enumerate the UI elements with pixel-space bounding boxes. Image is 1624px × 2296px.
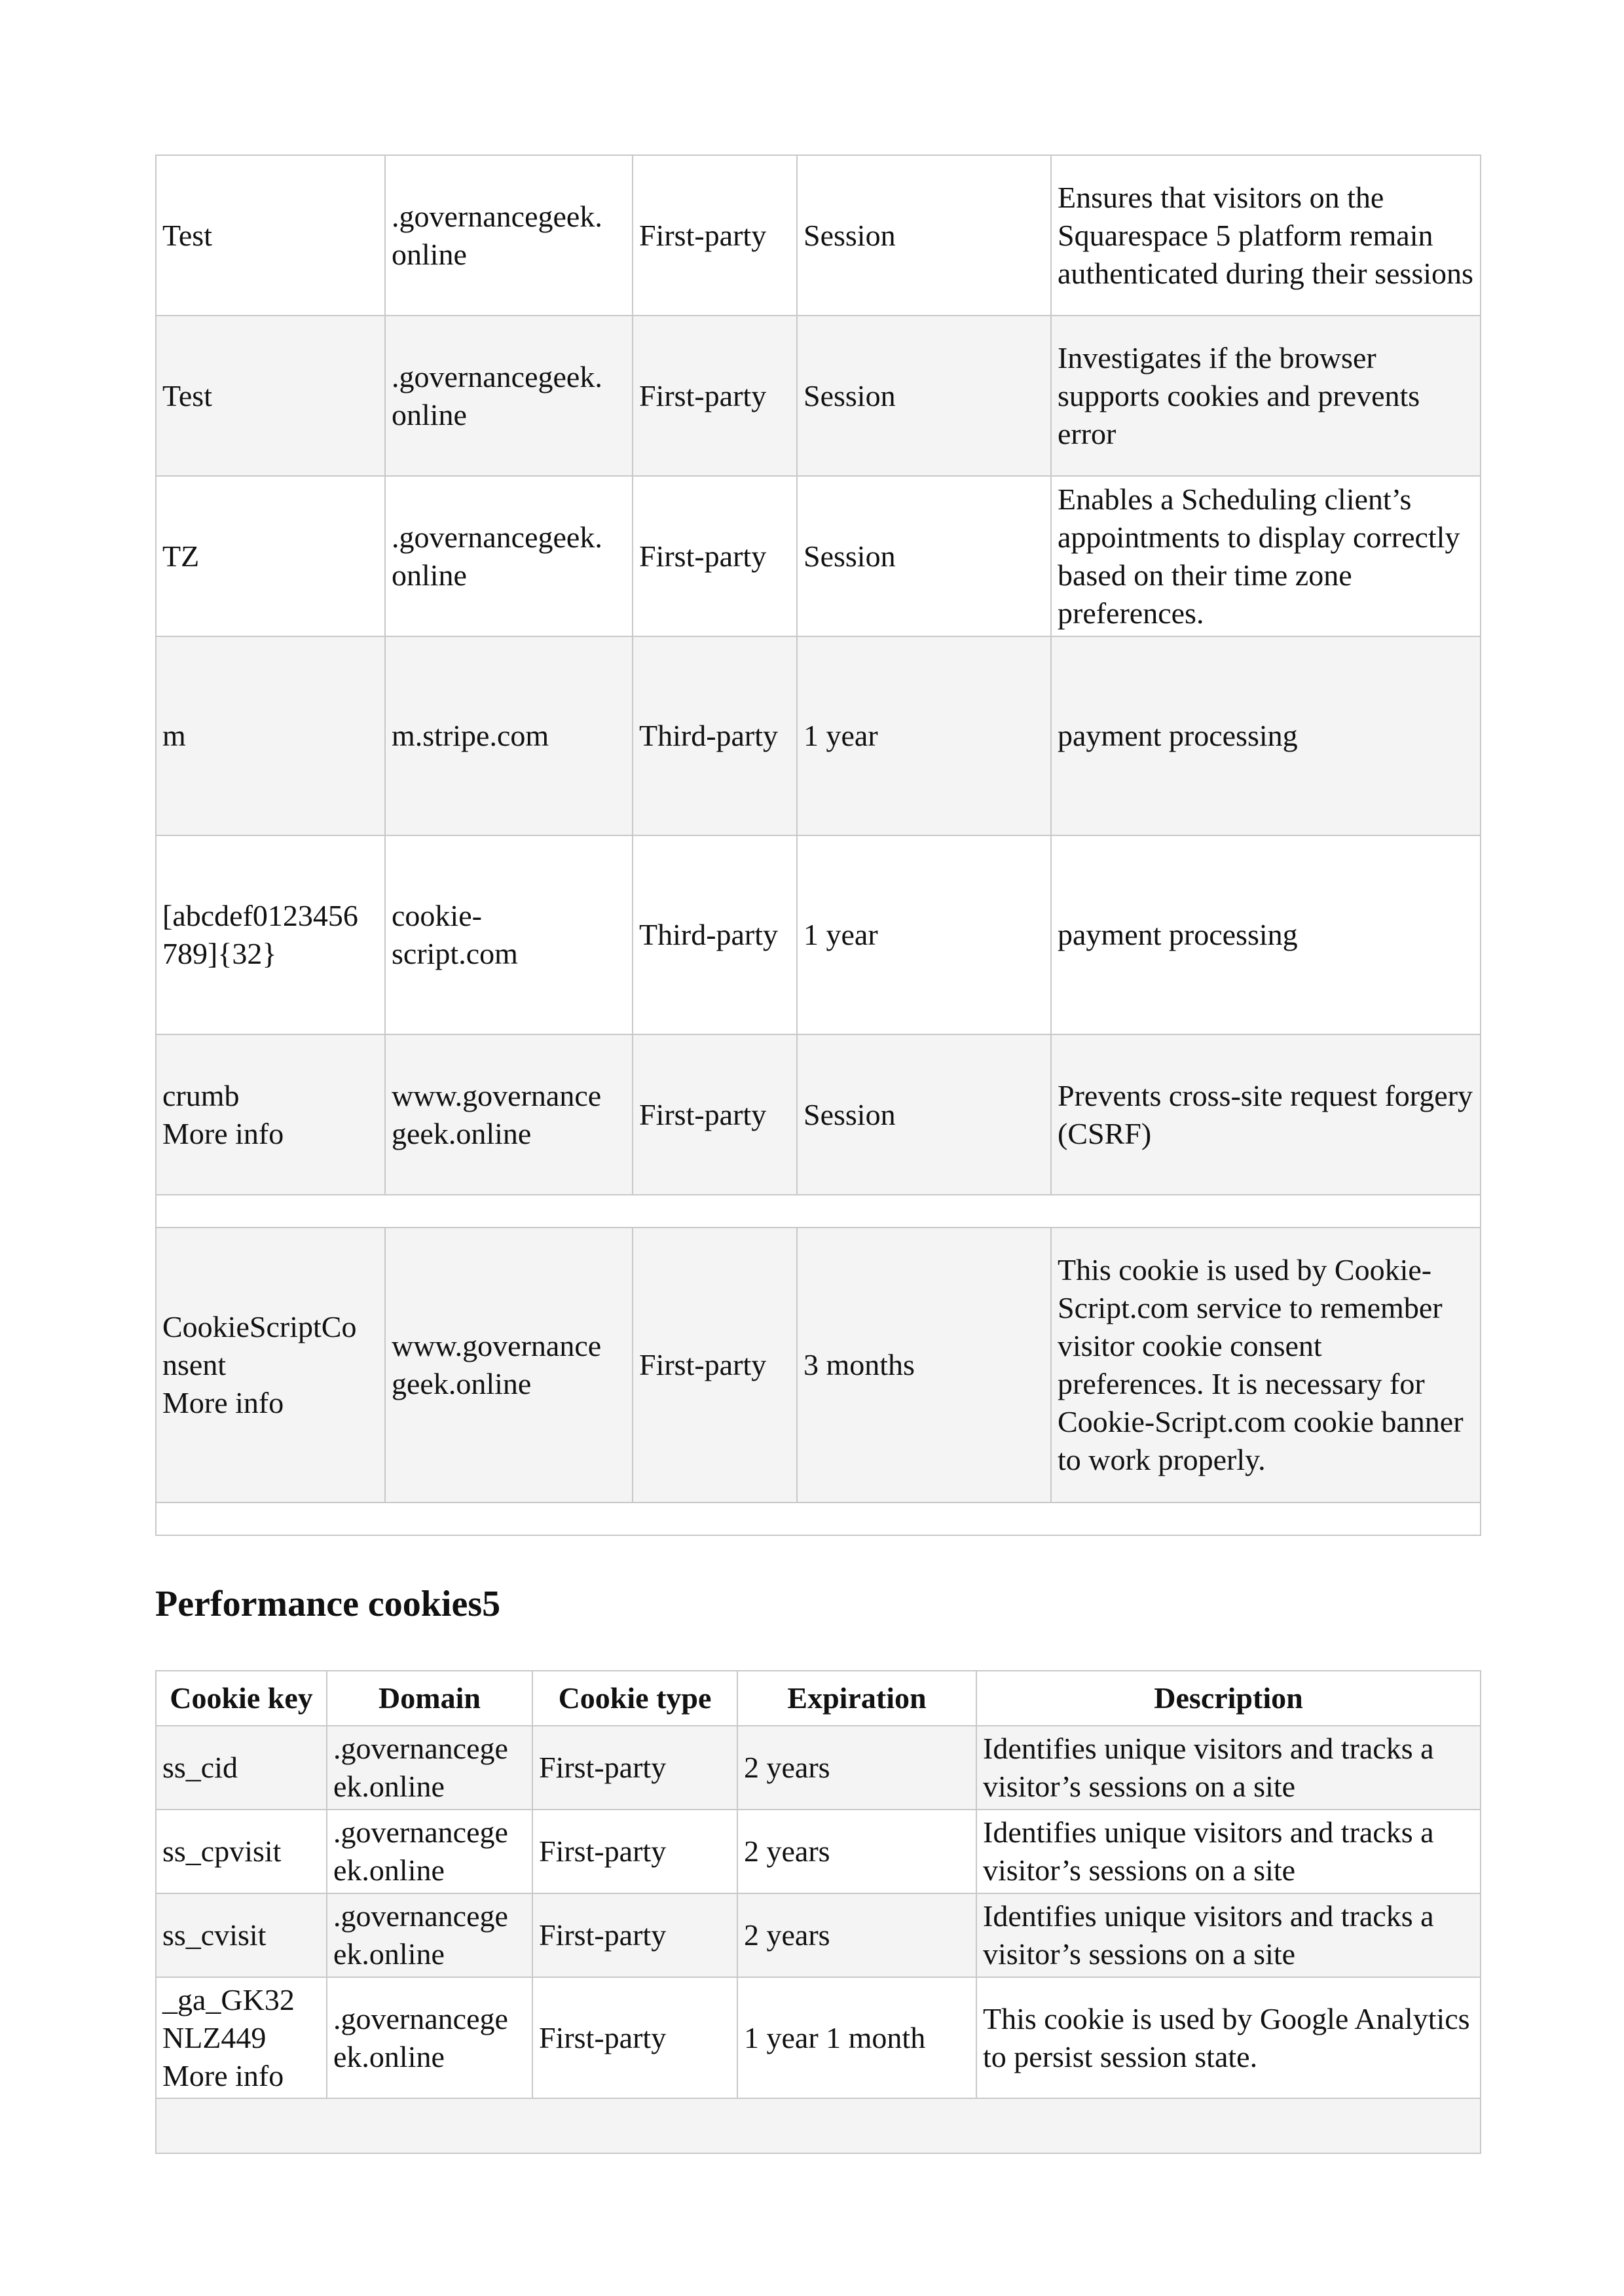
necessary-cookies-table <box>155 155 1481 1536</box>
column-header-description: Description <box>976 1671 1481 1726</box>
cookie-key: [abcdef0123456 789]{32} <box>156 835 385 1034</box>
table-row <box>156 1228 1481 1503</box>
cookie-key: _ga_GK32 NLZ449 More info <box>156 1977 327 2098</box>
cookie-type: First-party <box>633 155 797 316</box>
cookie-expiration: 1 year <box>797 636 1051 835</box>
cookie-description: Ensures that visitors on the Squarespace 5 platform remain authenticated during their sessions <box>1051 155 1481 316</box>
cookie-description: This cookie is used by Google Analytics to persist session state. <box>976 1977 1481 2098</box>
table-row <box>156 1893 1481 1977</box>
cookie-expiration: 1 year 1 month <box>737 1977 976 2098</box>
cookie-domain: .governancege ek.online <box>327 1893 532 1977</box>
cookie-description: payment processing <box>1051 636 1481 835</box>
cookie-type: First-party <box>633 476 797 636</box>
cookie-domain: .governancegeek. online <box>385 316 633 476</box>
column-header-cookie-key: Cookie key <box>156 1671 327 1726</box>
cookie-domain: www.governance geek.online <box>385 1034 633 1195</box>
table-spacer-row <box>156 1503 1481 1535</box>
cookie-expiration: Session <box>797 476 1051 636</box>
cookie-domain: m.stripe.com <box>385 636 633 835</box>
cookie-expiration: 1 year <box>797 835 1051 1034</box>
empty-cell <box>156 1195 1481 1228</box>
column-header-cookie-type: Cookie type <box>532 1671 737 1726</box>
cookie-description: payment processing <box>1051 835 1481 1034</box>
cookie-expiration: Session <box>797 1034 1051 1195</box>
table-spacer-row <box>156 2098 1481 2153</box>
cookie-key: ss_cid <box>156 1726 327 1810</box>
performance-cookies-table <box>155 1670 1481 2154</box>
cookie-description: Identifies unique visitors and tracks a visitor’s sessions on a site <box>976 1893 1481 1977</box>
table-row <box>156 636 1481 835</box>
cookie-type: First-party <box>633 1034 797 1195</box>
cookie-expiration: Session <box>797 316 1051 476</box>
table-row <box>156 1810 1481 1893</box>
cookie-key: TZ <box>156 476 385 636</box>
table-row <box>156 316 1481 476</box>
cookie-key: Test <box>156 316 385 476</box>
cookie-domain: .governancege ek.online <box>327 1977 532 2098</box>
table-row <box>156 835 1481 1034</box>
cookie-key: crumb More info <box>156 1034 385 1195</box>
cookie-description: Enables a Scheduling client’s appointments to display correctly based on their time zone preferences. <box>1051 476 1481 636</box>
cookie-domain: cookie- script.com <box>385 835 633 1034</box>
table-row <box>156 1034 1481 1195</box>
table-row <box>156 155 1481 316</box>
empty-cell <box>156 2098 1481 2153</box>
cookie-domain: .governancege ek.online <box>327 1726 532 1810</box>
cookie-type: Third-party <box>633 835 797 1034</box>
cookie-type: First-party <box>532 1893 737 1977</box>
column-header-expiration: Expiration <box>737 1671 976 1726</box>
cookie-expiration: 2 years <box>737 1810 976 1893</box>
cookie-domain: .governancegeek. online <box>385 155 633 316</box>
table-row <box>156 1726 1481 1810</box>
cookie-type: First-party <box>633 316 797 476</box>
cookie-expiration: 2 years <box>737 1726 976 1810</box>
cookie-description: Investigates if the browser supports cookies and prevents error <box>1051 316 1481 476</box>
column-header-domain: Domain <box>327 1671 532 1726</box>
cookie-expiration: 3 months <box>797 1228 1051 1503</box>
cookie-type: First-party <box>633 1228 797 1503</box>
cookie-key: ss_cvisit <box>156 1893 327 1977</box>
cookie-description: This cookie is used by Cookie-Script.com service to remember visitor cookie consent preferences. It is necessary for Cookie-Script.com cookie banner to work properly. <box>1051 1228 1481 1503</box>
cookie-description: Prevents cross-site request forgery (CSRF) <box>1051 1034 1481 1195</box>
cookie-domain: www.governance geek.online <box>385 1228 633 1503</box>
cookie-key: Test <box>156 155 385 316</box>
cookie-key: m <box>156 636 385 835</box>
table-spacer-row <box>156 1195 1481 1228</box>
cookie-key: CookieScriptCo nsent More info <box>156 1228 385 1503</box>
cookie-domain: .governancegeek. online <box>385 476 633 636</box>
section-heading: Performance cookies5 <box>155 1584 501 1624</box>
table-header-row <box>156 1671 1481 1726</box>
table-row <box>156 1977 1481 2098</box>
empty-cell <box>156 1503 1481 1535</box>
cookie-type: First-party <box>532 1810 737 1893</box>
table-row <box>156 476 1481 636</box>
cookie-description: Identifies unique visitors and tracks a visitor’s sessions on a site <box>976 1810 1481 1893</box>
cookie-type: Third-party <box>633 636 797 835</box>
cookie-expiration: Session <box>797 155 1051 316</box>
cookie-domain: .governancege ek.online <box>327 1810 532 1893</box>
cookie-type: First-party <box>532 1977 737 2098</box>
cookie-key: ss_cpvisit <box>156 1810 327 1893</box>
cookie-description: Identifies unique visitors and tracks a visitor’s sessions on a site <box>976 1726 1481 1810</box>
cookie-expiration: 2 years <box>737 1893 976 1977</box>
cookie-type: First-party <box>532 1726 737 1810</box>
